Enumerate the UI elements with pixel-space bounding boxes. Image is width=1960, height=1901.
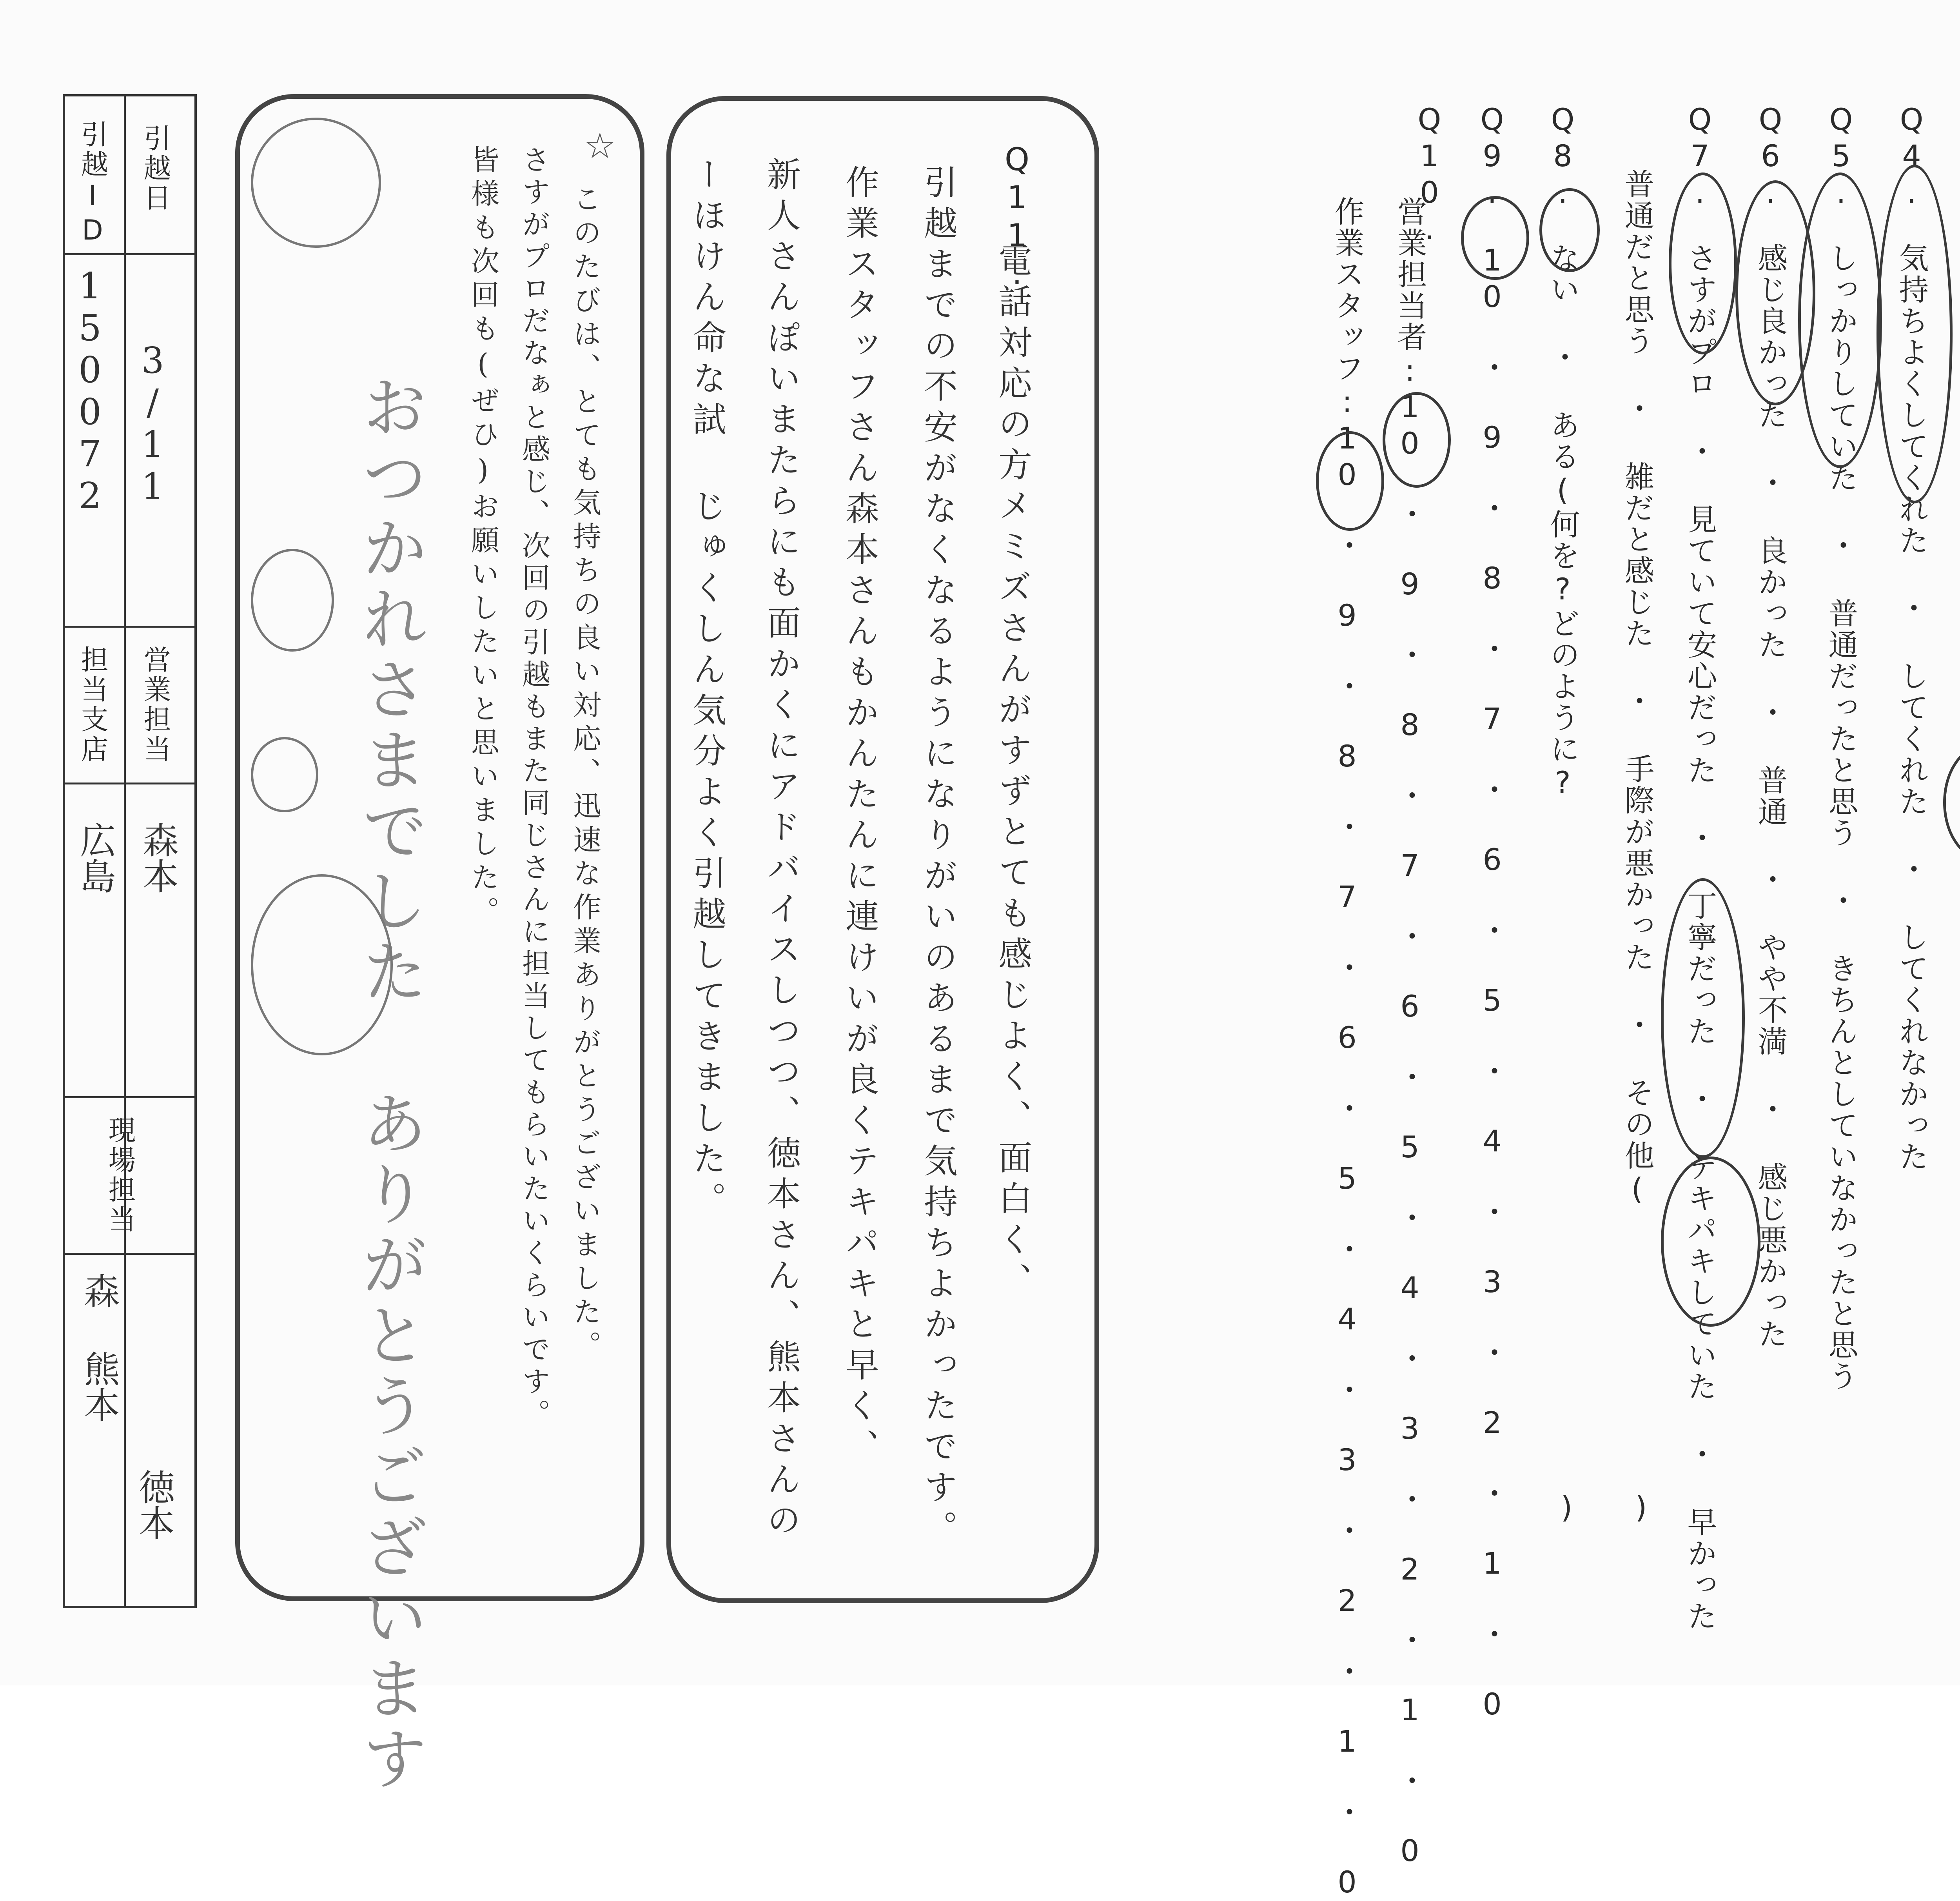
move-date-label: 引越日: [139, 124, 171, 213]
q11-line-4: 新人さんぽいまたらにも面かくにアドバイスしつつ、徳本さん、熊本さんの: [761, 157, 800, 1543]
move-date-value: 3/11: [132, 340, 174, 507]
answer-circle-q7c: [1661, 1157, 1760, 1327]
sales-value: 森本: [137, 822, 179, 894]
answer-circle-q8: [1539, 188, 1600, 272]
face-doodle-2-icon: [251, 737, 318, 812]
q11-line-1: 電話対応の方メミズさんがすずとても感じよく、面白く、: [993, 243, 1032, 1303]
answer-circle-q6: [1735, 180, 1815, 405]
site-value-2: 徳本: [133, 1469, 175, 1541]
answer-circle-q10-staff: [1316, 431, 1384, 531]
comment-line-2: さすがプロだなぁと感じ、次回の引越もまた同じさんに担当してもらいたいくらいです。: [517, 145, 550, 1431]
q11-line-5: ーほけん命な試 じゅくしん気分よく引越してきました。: [687, 157, 726, 1222]
answer-circle-q10-sales: [1383, 392, 1451, 488]
question-q7: Q7. さすがプロ ・ 見ていて安心だった ・ 丁寧だった ・ テキパキしていた ・ 早かった: [1682, 102, 1717, 1632]
sales-label: 営業担当: [139, 645, 171, 764]
question-q4: Q4. 気持ちよくしてくれた ・ してくれた ・ してくれなかった: [1894, 102, 1929, 1173]
comment-line-1: このたびは、とても気持ちの良い対応、迅速な作業ありがとうございました。: [568, 184, 601, 1364]
q10-staff-row: 作業スタッフ:10 ・ 9 ・ 8 ・ 7 ・ 6 ・ 5 ・ 4 ・ 3 ・ 2 ・ 1 ・ 0: [1330, 196, 1365, 1901]
branch-label: 担当支店: [76, 645, 109, 764]
face-doodle-icon: [251, 549, 334, 652]
answer-circle-q3: [1943, 745, 1960, 860]
person-doodle-icon: [251, 874, 393, 1055]
comment-thanks-drawing: おつかれさまでした ありがとうございます: [350, 372, 428, 1795]
question-q8: Q8. ない ・ ある(何を?どのように?: [1545, 102, 1580, 801]
q11-line-2: 引越までの不安がなくなるようになりがいのあるまで気持ちよかったです。: [918, 165, 957, 1551]
q8-close-paren: ): [1549, 1490, 1584, 1526]
question-q5: Q5. しっかりしていた ・ 普通だったと思う ・ きちんとしていなかったと思う: [1824, 102, 1858, 1392]
comment-line-3: 皆様も次回も(ぜひ)お願いしたいと思いました。: [466, 145, 499, 930]
question-q6: Q6. 感じ良かった ・ 良かった ・ 普通 ・ やや不満 ・ 感じ悪かった: [1753, 102, 1788, 1350]
answer-circle-q7a: [1669, 172, 1737, 354]
move-id-label: 引越ID: [76, 120, 109, 249]
pig-doodle-icon: [251, 118, 381, 248]
question-q10: Q10.: [1412, 102, 1447, 248]
move-id-value: 150072: [69, 265, 111, 517]
info-table: [63, 94, 197, 1608]
answer-circle-q9: [1461, 196, 1529, 280]
question-q7-line2: 普通だと思う ・ 雑だと感じた ・ 手際が悪かった ・ その他(: [1620, 169, 1655, 1208]
q11-line-3: 作業スタッフさん森本さんもかんたんに連けいが良くテキパキと早く、: [840, 165, 879, 1469]
site-value: 森 熊本: [78, 1273, 120, 1423]
q3-other-note: [1955, 960, 1960, 1042]
star-icon: ☆: [584, 125, 616, 167]
q10-sales-row: 営業担当者:10 ・ 9 ・ 8 ・ 7 ・ 6 ・ 5 ・ 4 ・ 3 ・ 2 ・ 1 ・ 0: [1392, 196, 1427, 1870]
branch-value: 広島: [74, 822, 116, 894]
q11-label: Q11.: [999, 141, 1035, 293]
q7-close-paren: ): [1624, 1490, 1659, 1526]
question-q9: Q9. 10 ・ 9 ・ 8 ・ 7 ・ 6 ・ 5 ・ 4 ・ 3 ・ 2 ・ 1 ・ 0: [1475, 102, 1510, 1723]
answer-circle-q7b: [1661, 878, 1745, 1158]
answer-circle-q4: [1877, 165, 1953, 503]
site-label: 現場担当: [104, 1116, 136, 1235]
